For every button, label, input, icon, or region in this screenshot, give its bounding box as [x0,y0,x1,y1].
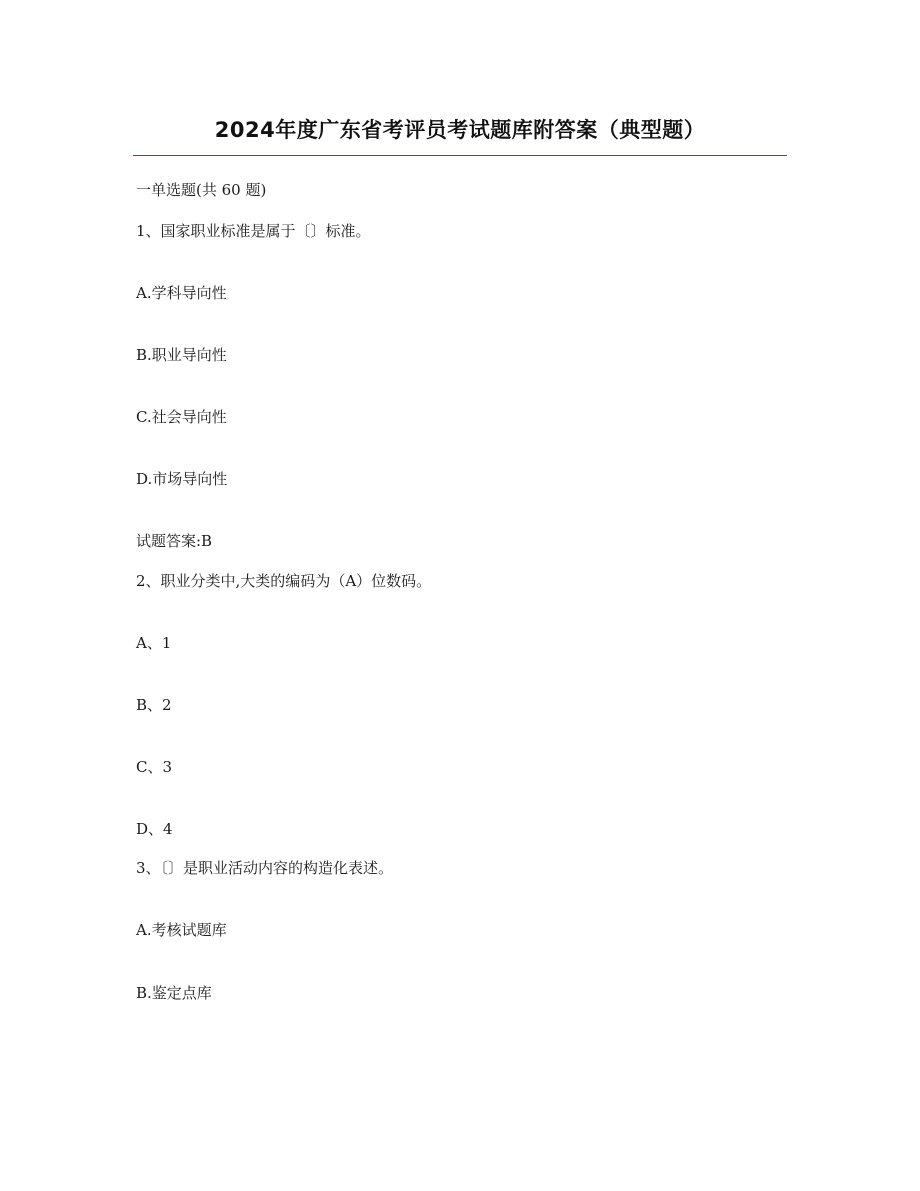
question-2-option-a: A、1 [136,634,172,652]
section-header: 一单选题(共 60 题) [136,181,267,199]
title-underline [133,155,787,156]
question-2-option-b: B、2 [136,696,172,714]
question-1-option-a: A.学科导向性 [136,284,227,302]
question-1-option-d: D.市场导向性 [136,470,228,488]
question-3-stem: 3、〔〕是职业活动内容的构造化表述。 [136,859,394,877]
question-3-option-a: A.考核试题库 [136,921,227,939]
question-1-stem: 1、国家职业标准是属于〔〕标准。 [136,222,371,240]
question-2-stem: 2、职业分类中,大类的编码为（A）位数码。 [136,572,432,590]
question-1-answer: 试题答案:B [136,532,213,550]
question-1-option-b: B.职业导向性 [136,346,227,364]
question-2-option-d: D、4 [136,820,173,838]
question-3-option-b: B.鉴定点库 [136,984,212,1002]
question-2-option-c: C、3 [136,758,173,776]
document-title: 2024年度广东省考评员考试题库附答案（典型题） [214,118,706,142]
question-1-option-c: C.社会导向性 [136,408,227,426]
